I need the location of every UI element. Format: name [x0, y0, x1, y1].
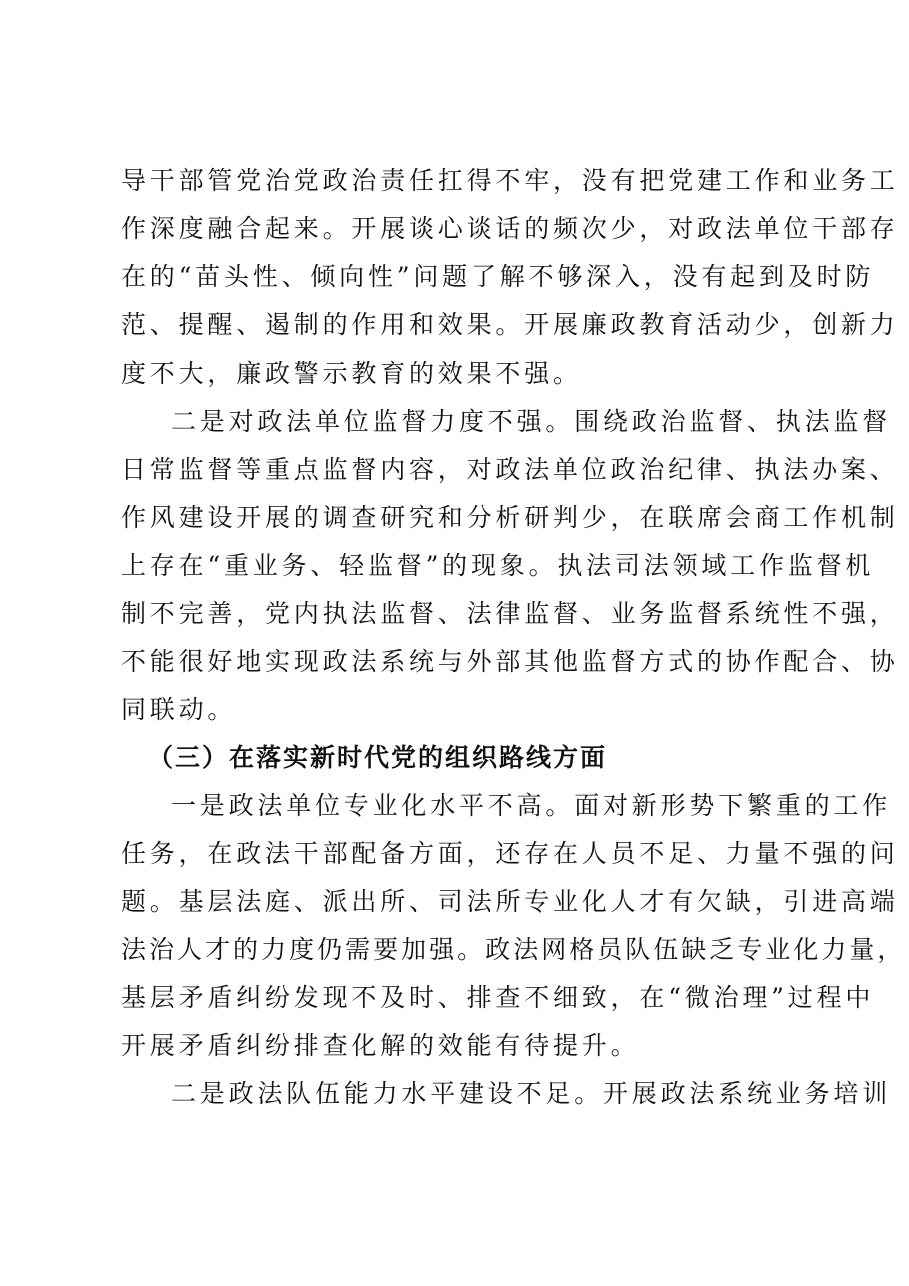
text-line: 日常监督等重点监督内容，对政法单位政治纪律、执法办案、: [121, 455, 899, 484]
text-line: 制不完善，党内执法监督、法律监督、业务监督系统性不强，: [121, 599, 899, 628]
text-line: 度不大，廉政警示教育的效果不强。: [121, 359, 582, 388]
section-heading: （三）在落实新时代党的组织路线方面: [148, 743, 608, 772]
text-line: 基层矛盾纠纷发现不及时、排查不细致，在“微治理”过程中: [121, 983, 875, 1012]
text-line: 范、提醒、遏制的作用和效果。开展廉政教育活动少，创新力: [121, 310, 899, 339]
text-line: 任务，在政法干部配备方面，还存在人员不足、力量不强的问: [121, 839, 899, 868]
text-line: 作深度融合起来。开展谈心谈话的频次少，对政法单位干部存: [121, 214, 899, 243]
text-line: 上存在“重业务、轻监督”的现象。执法司法领域工作监督机: [121, 551, 875, 580]
paragraph-start-line: 二是政法队伍能力水平建设不足。开展政法系统业务培训: [171, 1079, 892, 1108]
text-line: 作风建设开展的调查研究和分析研判少，在联席会商工作机制: [121, 503, 899, 532]
text-line: 在的“苗头性、倾向性”问题了解不够深入，没有起到及时防: [121, 262, 875, 291]
text-line: 同联动。: [121, 695, 237, 724]
paragraph-start-line: 二是对政法单位监督力度不强。围绕政治监督、执法监督: [171, 407, 892, 436]
text-line: 法治人才的力度仍需要加强。政法网格员队伍缺乏专业化力量，: [121, 935, 906, 964]
paragraph-start-line: 一是政法单位专业化水平不高。面对新形势下繁重的工作: [171, 791, 892, 820]
text-line: 开展矛盾纠纷排查化解的效能有待提升。: [121, 1031, 640, 1060]
text-line: 题。基层法庭、派出所、司法所专业化人才有欠缺，引进高端: [121, 887, 899, 916]
text-line: 导干部管党治党政治责任扛得不牢，没有把党建工作和业务工: [121, 166, 899, 195]
text-line: 不能很好地实现政法系统与外部其他监督方式的协作配合、协: [121, 647, 899, 676]
